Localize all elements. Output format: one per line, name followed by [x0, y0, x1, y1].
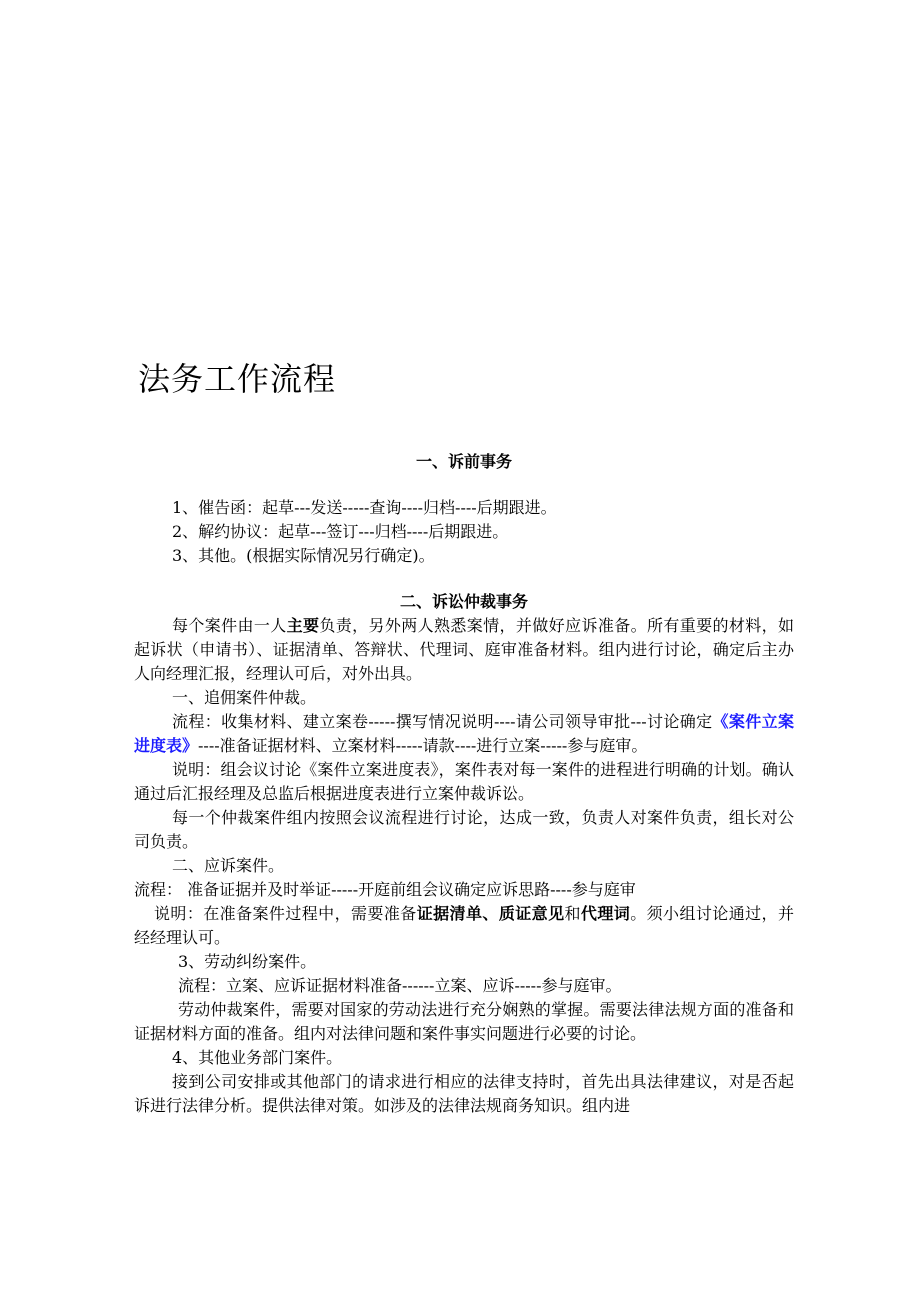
paragraph-flow: 流程：收集材料、建立案卷-----撰写情况说明----请公司领导审批---讨论确定《案件立案进度表》----准备证据材料、立案材料-----请款----进行立案-----参与庭审。	[134, 712, 794, 755]
subsection-title: 二、应诉案件。	[172, 856, 285, 875]
emphasis-text: 证据清单	[416, 904, 483, 923]
list-item: 3、其他。(根据实际情况另行确定)。	[172, 546, 435, 565]
paragraph-note: 说明：在准备案件过程中，需要准备证据清单、质证意见和代理词。须小组讨论通过，并经经理认可。	[134, 904, 794, 947]
subsection-title: 一、追佣案件仲裁。	[172, 688, 317, 707]
subsection-title: 3、劳动纠纷案件。	[178, 952, 317, 971]
subsection-title: 4、其他业务部门案件。	[172, 1048, 343, 1067]
pretrial-list	[134, 496, 794, 568]
section-heading-litigation: 二、诉讼仲裁事务	[399, 592, 528, 611]
progress-table-reference: 《案件立案进度表》	[134, 712, 794, 755]
emphasis-text: 质证意见	[498, 904, 565, 923]
document-title: 法务工作流程	[138, 360, 337, 398]
paragraph-intro: 每个案件由一人主要负责，另外两人熟悉案情，并做好应诉准备。所有重要的材料，如起诉状（申请书）、证据清单、答辩状、代理词、庭审准备材料。组内进行讨论，确定后主办人向经理汇报，经理认可后，对外出具。	[134, 616, 794, 683]
paragraph-flow: 流程：立案、应诉证据材料准备------立案、应诉-----参与庭审。	[178, 976, 622, 995]
paragraph-note: 说明：组会议讨论《案件立案进度表》，案件表对每一案件的进程进行明确的计划。确认通过后汇报经理及总监后根据进度表进行立案仲裁诉讼。	[134, 760, 794, 803]
emphasis-text: 代理词	[580, 904, 631, 923]
paragraph-other: 接到公司安排或其他部门的请求进行相应的法律支持时，首先出具法律建议，对是否起诉进行法律分析。提供法律对策。如涉及的法律法规商务知识。组内进	[134, 1072, 794, 1115]
paragraph-responsibility: 每一个仲裁案件组内按照会议流程进行讨论，达成一致，负责人对案件负责，组长对公司负责。	[134, 808, 794, 851]
paragraph-flow: 流程： 准备证据并及时举证-----开庭前组会议确定应诉思路----参与庭审	[134, 880, 636, 899]
list-item: 1、催告函：起草---发送-----查询----归档----后期跟进。	[172, 498, 557, 517]
paragraph-labor: 劳动仲裁案件，需要对国家的劳动法进行充分娴熟的掌握。需要法律法规方面的准备和证据材料方面的准备。组内对法律问题和案件事实问题进行必要的讨论。	[134, 1000, 794, 1043]
emphasis-text: 主要	[286, 616, 320, 635]
document-body	[134, 450, 794, 1118]
list-item: 2、解约协议：起草---签订---归档----后期跟进。	[172, 522, 509, 541]
section-heading-pretrial: 一、诉前事务	[415, 452, 512, 471]
